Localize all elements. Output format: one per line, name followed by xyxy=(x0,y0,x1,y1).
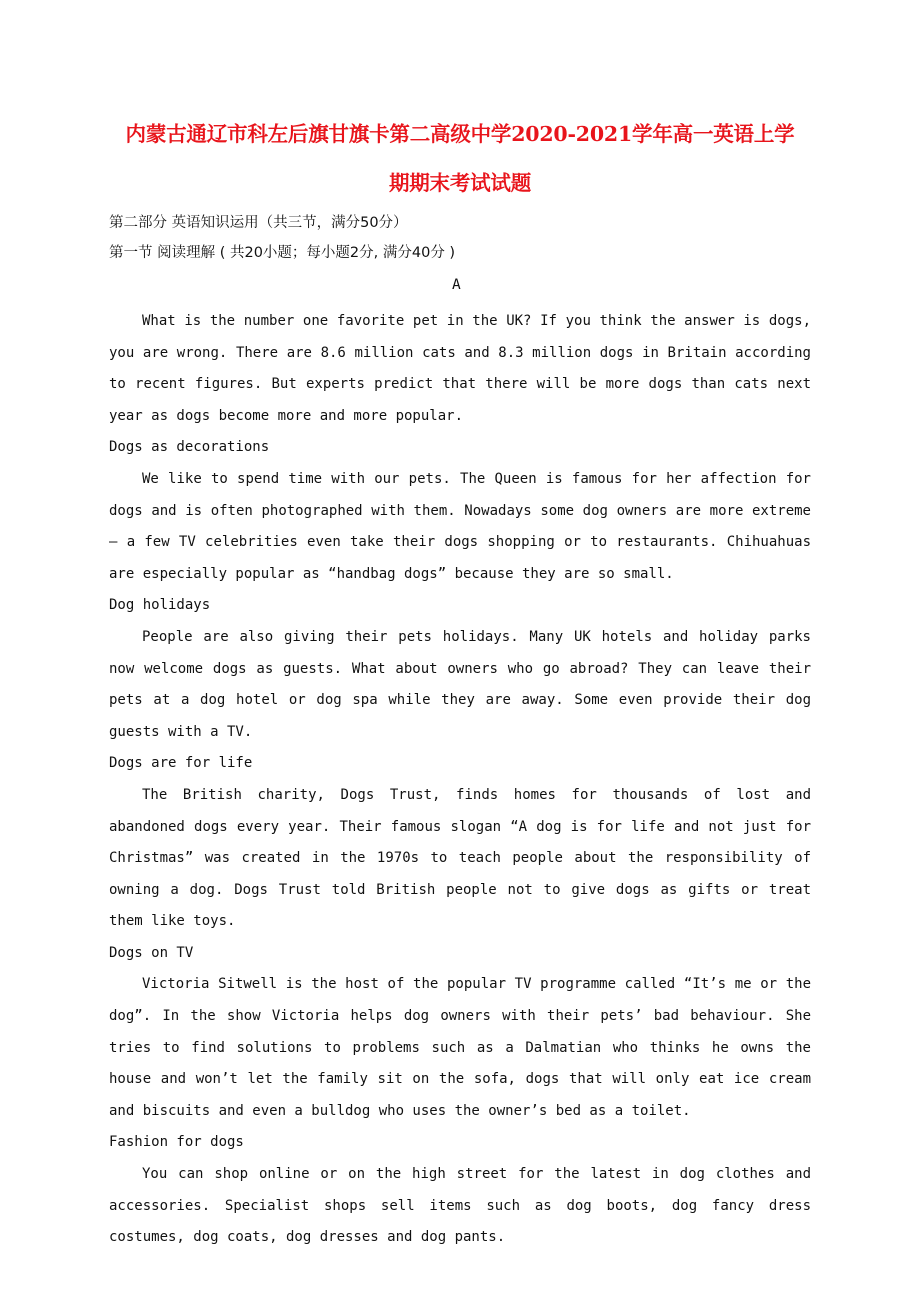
section-header: 第一节 阅读理解 ( 共20小题；每小题2分, 满分40分 ) xyxy=(109,245,456,261)
section-paragraph: The British charity, Dogs Trust, finds homes for thousands of lost and abandoned dogs every year. Their famous slogan “A dog is for life and not just for Christmas” was created in the 1970s to teach people about the responsibility of owning a dog. Dogs Trust told British people not to give dogs as gifts or treat them like toys. xyxy=(109,786,811,930)
section-paragraph: People are also giving their pets holidays. Many UK hotels and holiday parks now welcome dogs as guests. What about owners who go abroad? They can leave their pets at a dog hotel or dog spa while they are away. Some even provide their dog guests with a TV. xyxy=(109,628,811,740)
section-heading: Dogs are for life xyxy=(109,755,253,772)
passage-intro: What is the number one favorite pet in the UK? If you think the answer is dogs, you are wrong. There are 8.6 million cats and 8.3 million dogs in Britain according to recent figures. But experts predict that there will be more dogs than cats next year as dogs become more and more popular. xyxy=(109,313,811,424)
page-title-line-2: 期期末考试试题 xyxy=(388,171,532,195)
part-header: 第二部分 英语知识运用（共三节，满分50分） xyxy=(109,215,408,231)
section-paragraph: You can shop online or on the high street for the latest in dog clothes and accessories. Specialist shops sell items such as dog boots, dog fancy dress costumes, dog coats, dog dresses and dog pants. xyxy=(109,1166,811,1246)
section-paragraph: We like to spend time with our pets. The Queen is famous for her affection for dogs and is often photographed with them. Nowadays some dog owners are more extreme — a few TV celebrities even take their dogs shopping or to restaurants. Chihuahuas are especially popular as “handbag dogs” because they are so small. xyxy=(109,470,811,582)
section-heading: Dogs on TV xyxy=(109,944,194,961)
passage-body xyxy=(109,306,811,1254)
section-heading: Dogs as decorations xyxy=(109,439,270,456)
section-paragraph: Victoria Sitwell is the host of the popular TV programme called “It’s me or the dog”. In the show Victoria helps dog owners with their pets’ bad behaviour. She tries to find solutions to problems such as a Dalmatian who thinks he owns the house and won’t let the family sit on the sofa, dogs that will only eat ice cream and biscuits and even a bulldog who uses the owner’s bed as a toilet. xyxy=(109,976,811,1119)
section-heading: Dog holidays xyxy=(109,597,211,614)
page-title-line-1: 内蒙古通辽市科左后旗甘旗卡第二高级中学2020-2021学年高一英语上学 xyxy=(125,122,795,146)
section-heading: Fashion for dogs xyxy=(109,1134,244,1151)
passage-letter: A xyxy=(452,277,461,293)
